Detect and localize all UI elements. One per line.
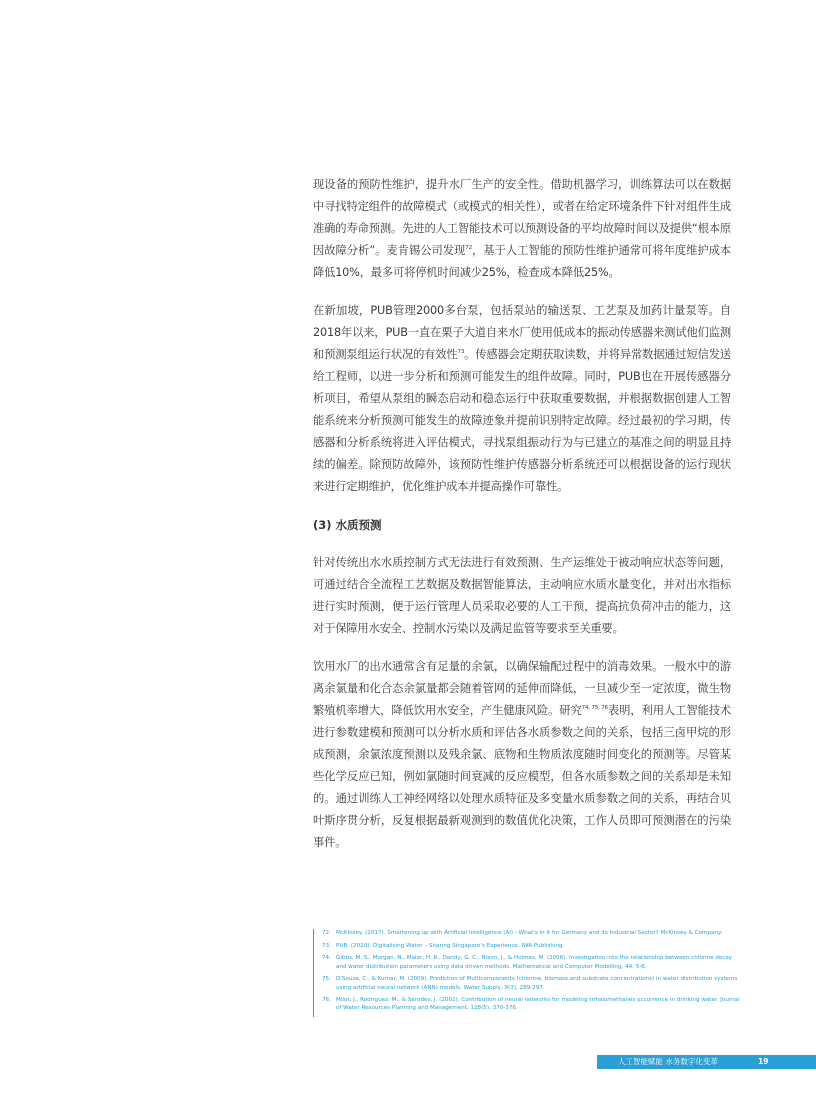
footnote-ref[interactable]: 72 [465,245,472,252]
main-content [313,174,731,870]
footnote-text: D'Souza, C., & Kumar, M. (2009). Prediction of Multicomponents (chlorine, biomass and substrate concentrations) in water distribution systems using artificial neural network (ANN) models. Water Supply, 9(3), 289-297. [336,976,738,991]
paragraph-text: 饮用水厂的出水通常含有足量的余氯，以确保输配过程中的消毒效果。一般水中的游离余氯量和化合态余氯量都会随着管网的延伸而降低，一旦减少至一定浓度，微生物繁殖机率增大，降低饮用水安全，产生健康风险。研究 [313,660,731,717]
footnote-number: 76. [322,997,331,1004]
paragraph-text: 现设备的预防性维护，提升水厂生产的安全性。借助机器学习，训练算法可以在数据中寻找特定组件的故障模式（或模式的相关性），或者在给定环境条件下针对组件生成准确的寿命预测。先进的人工智能技术可以预测设备的平均故障时间以及提供“根本原因故障分析”。麦肯锡公司发现 [313,178,731,257]
page-number: 19 [758,1057,769,1066]
body-paragraph [313,300,731,498]
footnote [322,996,742,1012]
footer-bar [597,1055,816,1069]
paragraph-text: ，基于人工智能的预防性维护通常可将年度维护成本降低10%，最多可将停机时间减少25%，检查成本降低25%。 [313,244,731,279]
footnote-number: 72. [322,930,331,936]
footer-title: 人工智能赋能 水务数字化变革 [618,1057,718,1066]
body-paragraph [313,174,731,284]
body-paragraph [313,656,731,854]
paragraph-text: 在新加坡，PUB管理2000多台泵，包括泵站的输送泵、工艺泵及加药计量泵等。自2018年以来，PUB一直在栗子大道自来水厂使用低成本的振动传感器来测试他们监测和预测泵组运行状况的有效性 [313,304,731,361]
footnotes [313,929,742,1017]
footnote-text: Gibbs, M. S., Morgan, N., Maier, H. R., Dandy, G. C., Nixon, J., & Holmes, M. (2006). Investigation into the relationship between chlorine decay and water distribution parameters using data driven methods. Mathematical and Computer Modelling, 44, 5-6. [336,955,733,970]
section-heading: (3) 水质预测 [313,518,382,532]
footnote-text: McKinsey. (2017). Smartening up with Artificial Intelligence (AI) - What's in it for Germany and its Industrial Sector? McKinsey & Company. [336,930,723,936]
footnote-number: 75. [322,976,331,983]
footnote-text: Milot, J., Rodriguez, M., & Sérodes, J. (2002). Contribution of neural networks for modeling trihalomethanes occurrence in drinking water. Journal of Water Resources Planning and Management, 128(5), 370-376. [336,997,740,1012]
footnote-ref[interactable]: 73 [457,349,465,356]
footnote-ref[interactable]: 74, 75, 76 [581,705,608,712]
footnote-text: PUB. (2020). Digitalising Water – Sharing Singapore's Experience. IWA Publishing. [336,942,565,949]
footnote-number: 73. [322,942,331,949]
footnote [322,954,742,970]
footnote [322,929,742,937]
paragraph-text: 。传感器会定期获取读数，并将异常数据通过短信发送给工程师，以进一步分析和预测可能发生的组件故障。同时，PUB也在开展传感器分析项目，希望从泵组的瞬态启动和稳态运行中获取重要数据，并根据数据创建人工智能系统来分析预测可能发生的故障迹象并提前识别特定故障。经过最初的学习期，传感器和分析系统将进入评估模式，寻找泵组振动行为与已建立的基准之间的明显且持续的偏差。除预防故障外，该预防性维护传感器分析系统还可以根据设备的运行现状来进行定期维护，优化维护成本并提高操作可靠性。 [313,348,732,493]
body-paragraph: 针对传统出水水质控制方式无法进行有效预测、生产运维处于被动响应状态等问题，可通过结合全流程工艺数据及数据智能算法，主动响应水质水量变化，并对出水指标进行实时预测，便于运行管理人员采取必要的人工干预，提高抗负荷冲击的能力，这对于保障用水安全、控制水污染以及满足监管等要求至关重要。 [313,556,731,635]
footnote-number: 74. [322,955,331,962]
paragraph-text: 表明，利用人工智能技术进行参数建模和预测可以分析水质和评估各水质参数之间的关系，包括三卤甲烷的形成预测，余氯浓度预测以及残余氯、底物和生物质浓度随时间变化的预测等。尽管某些化学反应已知，例如氯随时间衰减的反应模型，但各水质参数之间的关系却是未知的。通过训练人工神经网络以处理水质特征及多变量水质参数之间的关系，再结合贝叶斯序贯分析，反复根据最新观测到的数值优化决策，工作人员即可预测潜在的污染事件。 [313,704,731,849]
footnote [322,942,742,950]
footnote [322,975,742,991]
